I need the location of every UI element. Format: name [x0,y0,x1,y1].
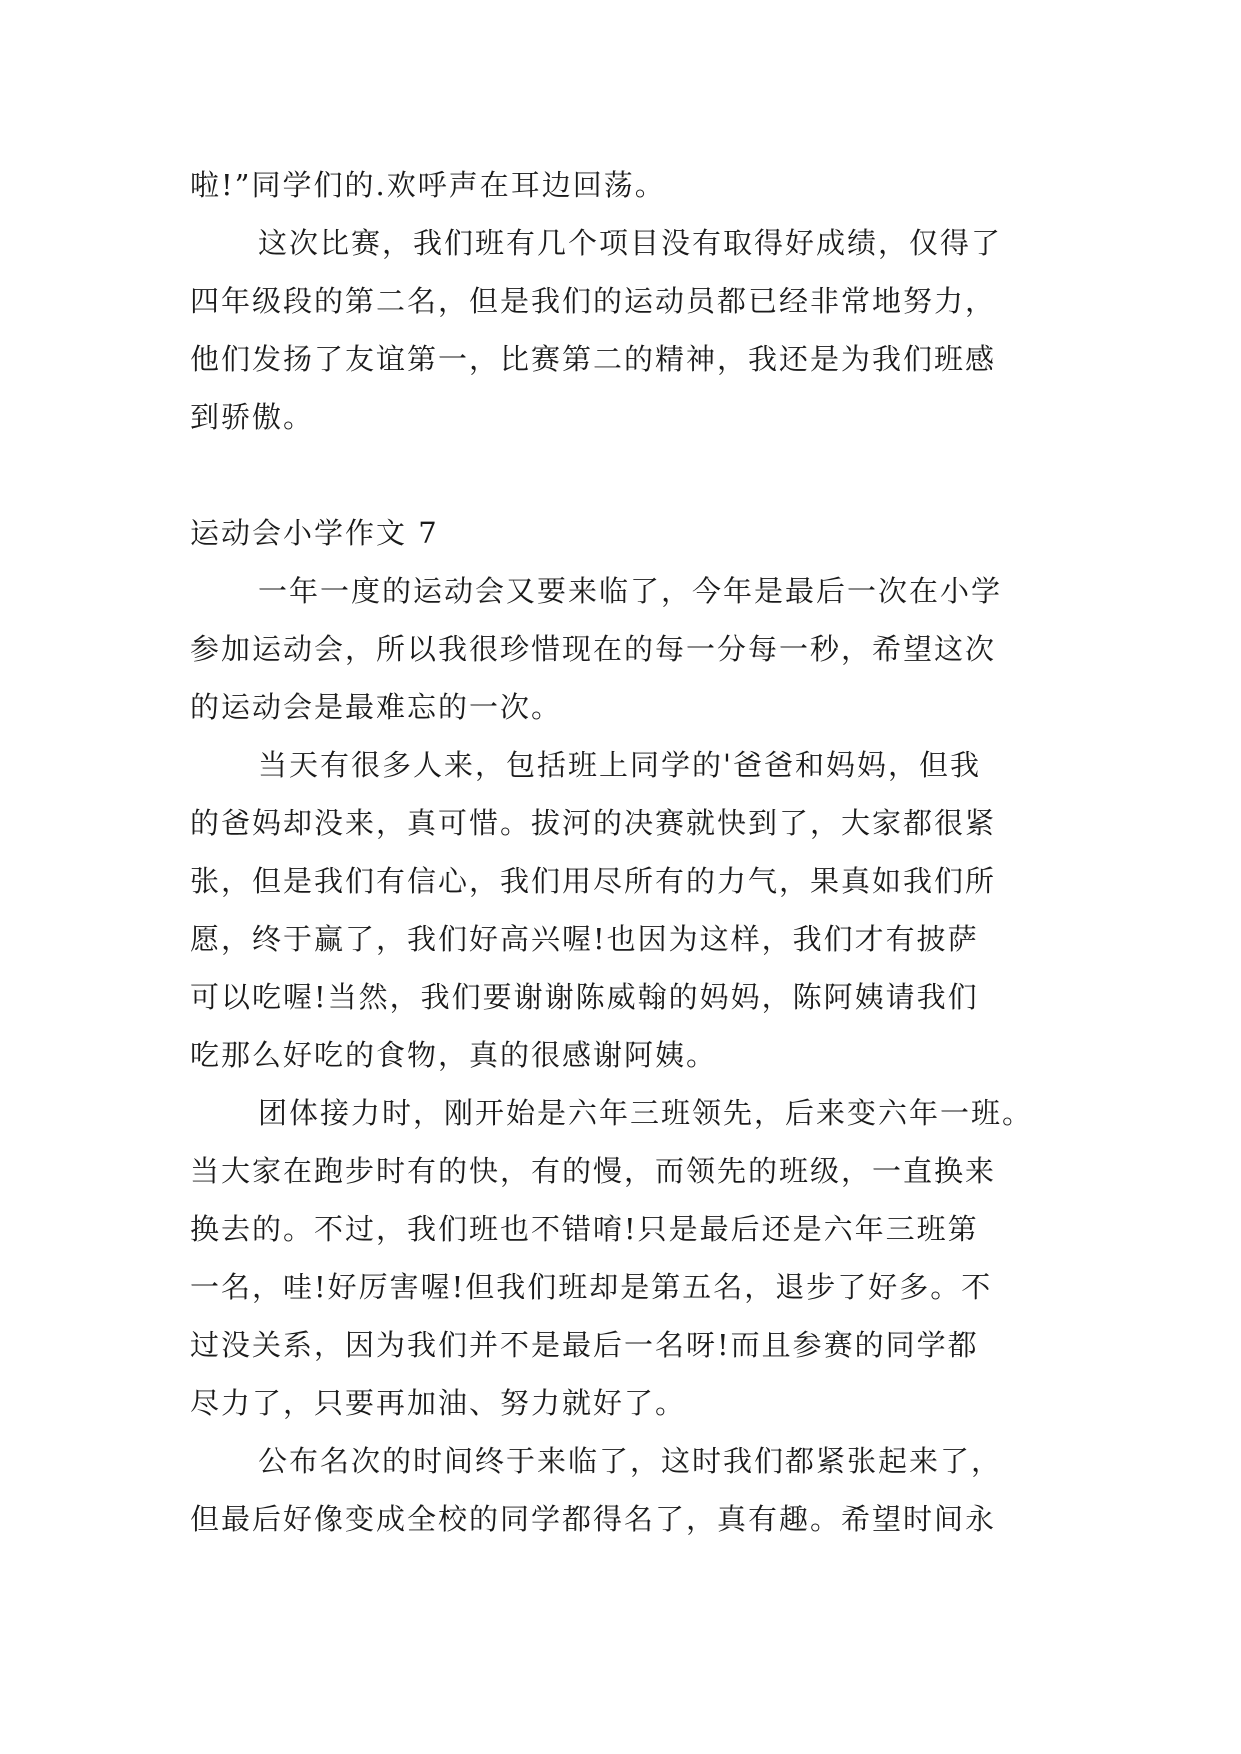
paragraph-start-line: 这次比赛，我们班有几个项目没有取得好成绩，仅得了 [258,226,1003,260]
text-line: 他们发扬了友谊第一，比赛第二的精神，我还是为我们班感 [190,342,997,376]
text-line: 愿，终于赢了，我们好高兴喔!也因为这样，我们才有披萨 [190,922,979,956]
text-line: 但最后好像变成全校的同学都得名了，真有趣。希望时间永 [190,1502,997,1536]
paragraph-start-line: 团体接力时，刚开始是六年三班领先，后来变六年一班。 [258,1096,1034,1130]
text-line: 的爸妈却没来，真可惜。拔河的决赛就快到了，大家都很紧 [190,806,997,840]
section-heading: 运动会小学作文 7 [190,516,439,550]
text-line: 过没关系，因为我们并不是最后一名呀!而且参赛的同学都 [190,1328,979,1362]
text-line: 啦!”同学们的.欢呼声在耳边回荡。 [190,168,666,202]
paragraph-start-line: 一年一度的运动会又要来临了，今年是最后一次在小学 [258,574,1003,608]
text-line: 的运动会是最难忘的一次。 [190,690,563,724]
paragraph-start-line: 公布名次的时间终于来临了，这时我们都紧张起来了， [258,1444,1003,1478]
text-line: 换去的。不过，我们班也不错唷!只是最后还是六年三班第 [190,1212,979,1246]
text-line: 四年级段的第二名，但是我们的运动员都已经非常地努力， [190,284,997,318]
text-line: 吃那么好吃的食物，真的很感谢阿姨。 [190,1038,718,1072]
text-line: 参加运动会，所以我很珍惜现在的每一分每一秒，希望这次 [190,632,997,666]
text-line: 可以吃喔!当然，我们要谢谢陈威翰的妈妈，陈阿姨请我们 [190,980,979,1014]
text-line: 一名，哇!好厉害喔!但我们班却是第五名，退步了好多。不 [190,1270,993,1304]
text-line: 当大家在跑步时有的快，有的慢，而领先的班级，一直换来 [190,1154,997,1188]
text-line: 到骄傲。 [190,400,315,434]
paragraph-start-line: 当天有很多人来，包括班上同学的'爸爸和妈妈，但我 [258,748,981,782]
text-line: 尽力了，只要再加油、努力就好了。 [190,1386,687,1420]
text-line: 张，但是我们有信心，我们用尽所有的力气，果真如我们所 [190,864,997,898]
